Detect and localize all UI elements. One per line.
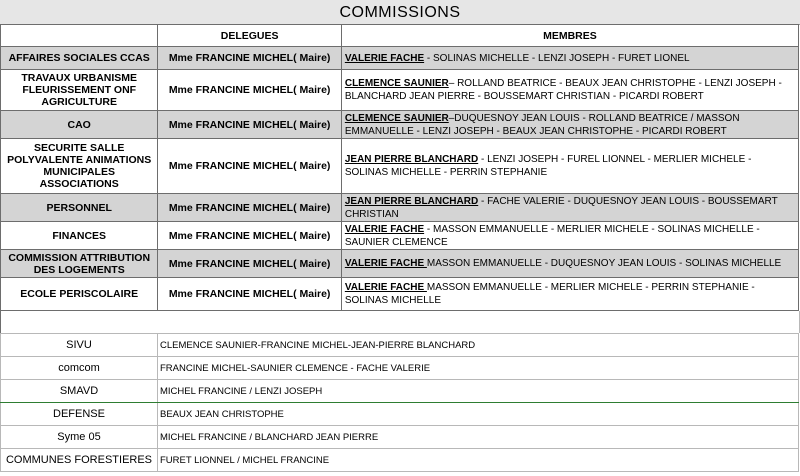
table-row: [1, 449, 799, 472]
other-members: MASSON EMMANUELLE - MERLIER MICHELE - PERRIN STEPHANIE - SOLINAS MICHELLE: [344, 282, 755, 306]
commission-name-cell[interactable]: PERSONNEL: [1, 194, 158, 222]
table-row: [1, 139, 799, 194]
organisme-name-cell[interactable]: SMAVD: [1, 380, 158, 403]
commissions-table: [0, 24, 799, 311]
table-row: [1, 380, 799, 403]
commission-name-cell[interactable]: TRAVAUX URBANISME FLEURISSEMENT ONF AGRICULTURE: [1, 70, 158, 111]
organisme-members-cell[interactable]: FURET LIONNEL / MICHEL FRANCINE: [158, 449, 799, 472]
other-members: - LENZI JOSEPH - FUREL LIONNEL - MERLIER MICHELE - SOLINAS MICHELLE - PERRIN STEPHANIE: [344, 154, 752, 178]
header-cell-delegues[interactable]: DELEGUES: [158, 25, 341, 47]
lead-member: VALERIE FACHE: [344, 223, 425, 235]
organisme-name-cell[interactable]: DEFENSE: [1, 403, 158, 426]
organisme-members-cell[interactable]: MICHEL FRANCINE / LENZI JOSEPH: [158, 380, 799, 403]
lead-member: CLEMENCE SAUNIER: [344, 112, 449, 124]
table-row: [1, 357, 799, 380]
organisme-members-cell[interactable]: BEAUX JEAN CHRISTOPHE: [158, 403, 799, 426]
membres-cell[interactable]: [341, 194, 798, 222]
other-members: - MASSON EMMANUELLE - MERLIER MICHELE - SOLINAS MICHELLE - SAUNIER CLEMENCE: [344, 223, 760, 248]
header-cell-blank[interactable]: [1, 25, 158, 47]
table-row: [1, 70, 799, 111]
membres-cell[interactable]: [341, 111, 798, 139]
organisme-name-cell[interactable]: COMMUNES FORESTIERES: [1, 449, 158, 472]
organisme-name-cell[interactable]: comcom: [1, 357, 158, 380]
lead-member: VALERIE FACHE: [344, 282, 427, 293]
membres-cell[interactable]: [341, 250, 798, 278]
commission-name-cell[interactable]: COMMISSION ATTRIBUTION DES LOGEMENTS: [1, 250, 158, 278]
sheet-title[interactable]: COMMISSIONS: [0, 0, 800, 25]
delegue-cell[interactable]: Mme FRANCINE MICHEL( Maire): [158, 70, 341, 111]
other-members: MASSON EMMANUELLE - DUQUESNOY JEAN LOUIS - SOLINAS MICHELLE: [426, 258, 782, 269]
table-row: [1, 47, 799, 70]
table-row: [1, 250, 799, 278]
table-row: [1, 111, 799, 139]
other-members: - FACHE VALERIE - DUQUESNOY JEAN LOUIS - BOUSSEMART CHRISTIAN: [344, 195, 778, 220]
membres-cell[interactable]: [341, 139, 798, 194]
delegue-cell[interactable]: Mme FRANCINE MICHEL( Maire): [158, 139, 341, 194]
organisme-members-cell[interactable]: MICHEL FRANCINE / BLANCHARD JEAN PIERRE: [158, 426, 799, 449]
organisme-members-cell[interactable]: CLEMENCE SAUNIER-FRANCINE MICHEL-JEAN-PIERRE BLANCHARD: [158, 334, 799, 357]
other-members: –DUQUESNOY JEAN LOUIS - ROLLAND BEATRICE / MASSON EMMANUELLE - LENZI JOSEPH - BEAUX JEAN CHRISTOPHE - PICARDI ROBERT: [344, 112, 740, 137]
empty-row[interactable]: [0, 311, 800, 333]
table-row: [1, 403, 799, 426]
organismes-table: [0, 333, 799, 472]
delegue-cell[interactable]: Mme FRANCINE MICHEL( Maire): [158, 111, 341, 139]
lead-member: JEAN PIERRE BLANCHARD: [344, 154, 479, 165]
table-row: [1, 278, 799, 311]
commission-name-cell[interactable]: CAO: [1, 111, 158, 139]
commission-name-cell[interactable]: FINANCES: [1, 222, 158, 250]
organisme-name-cell[interactable]: SIVU: [1, 334, 158, 357]
table-row: [1, 222, 799, 250]
membres-cell[interactable]: [341, 70, 798, 111]
delegue-cell[interactable]: Mme FRANCINE MICHEL( Maire): [158, 222, 341, 250]
delegue-cell[interactable]: Mme FRANCINE MICHEL( Maire): [158, 47, 341, 70]
organisme-name-cell[interactable]: Syme 05: [1, 426, 158, 449]
delegue-cell[interactable]: Mme FRANCINE MICHEL( Maire): [158, 194, 341, 222]
lead-member: VALERIE FACHE: [344, 52, 425, 64]
commission-name-cell[interactable]: AFFAIRES SOCIALES CCAS: [1, 47, 158, 70]
lead-member: VALERIE FACHE: [344, 258, 427, 269]
delegue-cell[interactable]: Mme FRANCINE MICHEL( Maire): [158, 250, 341, 278]
lead-member: CLEMENCE SAUNIER: [344, 78, 449, 89]
organisme-members-cell[interactable]: FRANCINE MICHEL-SAUNIER CLEMENCE - FACHE VALERIE: [158, 357, 799, 380]
membres-cell[interactable]: [341, 222, 798, 250]
commission-name-cell[interactable]: SECURITE SALLE POLYVALENTE ANIMATIONS MUNICIPALES ASSOCIATIONS: [1, 139, 158, 194]
table-row: [1, 426, 799, 449]
other-members: - SOLINAS MICHELLE - LENZI JOSEPH - FURET LIONEL: [424, 52, 690, 64]
header-row: [1, 25, 799, 47]
membres-cell[interactable]: [341, 47, 798, 70]
table-row: [1, 334, 799, 357]
membres-cell[interactable]: [341, 278, 798, 311]
lead-member: JEAN PIERRE BLANCHARD: [344, 195, 479, 207]
header-cell-membres[interactable]: MEMBRES: [341, 25, 798, 47]
delegue-cell[interactable]: Mme FRANCINE MICHEL( Maire): [158, 278, 341, 311]
other-members: – ROLLAND BEATRICE - BEAUX JEAN CHRISTOPHE - LENZI JOSEPH - BLANCHARD JEAN PIERRE - BOUSSEMART CHRISTIAN - PICARDI ROBERT: [344, 78, 782, 102]
table-row: [1, 194, 799, 222]
commission-name-cell[interactable]: ECOLE PERISCOLAIRE: [1, 278, 158, 311]
